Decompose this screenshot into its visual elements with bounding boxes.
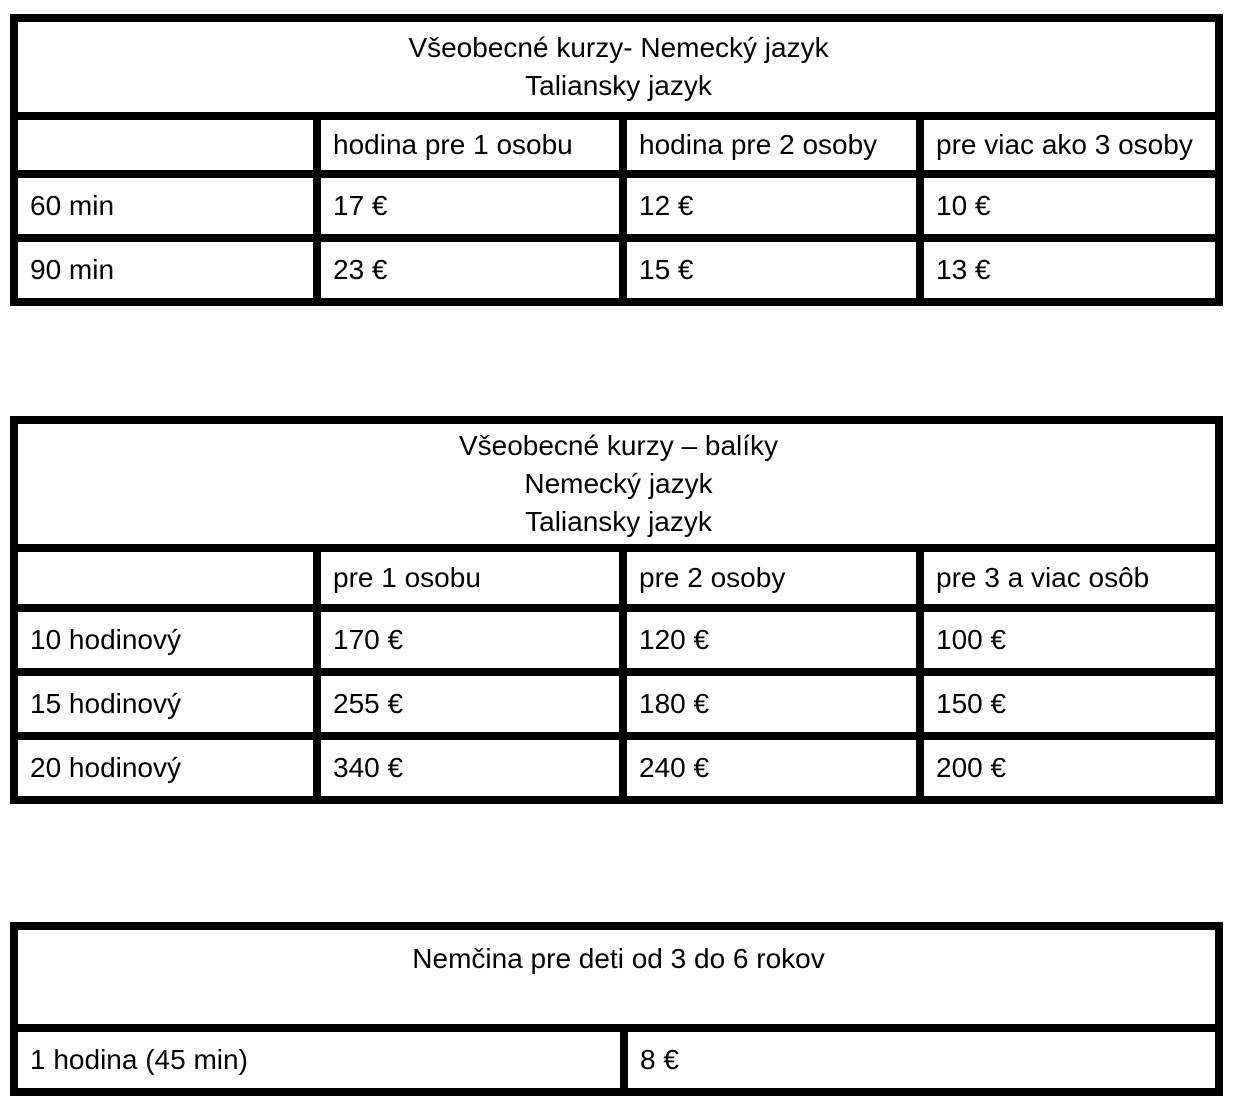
table-row xyxy=(14,736,1219,800)
price-cell: 12 € xyxy=(623,174,920,238)
table-title xyxy=(14,18,1219,116)
price-cell: 200 € xyxy=(920,736,1219,800)
table-row xyxy=(14,608,1219,672)
table-title-line: Nemčina pre deti od 3 do 6 rokov xyxy=(412,943,825,974)
price-cell: 100 € xyxy=(920,608,1219,672)
table-row xyxy=(14,18,1219,116)
table-german-for-kids xyxy=(10,922,1223,1096)
row-label-cell: 60 min xyxy=(14,174,317,238)
price-cell: 120 € xyxy=(623,608,920,672)
table-row xyxy=(14,238,1219,302)
row-label-cell: 90 min xyxy=(14,238,317,302)
table-row xyxy=(14,420,1219,548)
column-header-cell: hodina pre 2 osoby xyxy=(623,116,920,174)
table-title xyxy=(14,926,1219,1028)
table-row xyxy=(14,174,1219,238)
column-header-cell: pre 2 osoby xyxy=(623,548,920,608)
price-cell: 340 € xyxy=(317,736,623,800)
price-cell: 13 € xyxy=(920,238,1219,302)
price-cell: 240 € xyxy=(623,736,920,800)
column-header-cell: hodina pre 1 osobu xyxy=(317,116,623,174)
row-label-cell: 1 hodina (45 min) xyxy=(14,1028,624,1092)
price-cell: 15 € xyxy=(623,238,920,302)
price-cell: 170 € xyxy=(317,608,623,672)
table-title-line: Taliansky jazyk xyxy=(525,506,712,537)
table-general-courses-hourly xyxy=(10,14,1223,306)
price-cell: 150 € xyxy=(920,672,1219,736)
table-row xyxy=(14,926,1219,1028)
row-label-cell: 10 hodinový xyxy=(14,608,317,672)
table-header-row xyxy=(14,116,1219,174)
table-header-row xyxy=(14,548,1219,608)
table-title-line: Všeobecné kurzy – balíky xyxy=(458,430,779,461)
price-cell: 23 € xyxy=(317,238,623,302)
table-title xyxy=(14,420,1219,548)
column-header-cell: pre viac ako 3 osoby xyxy=(920,116,1219,174)
table-row xyxy=(14,672,1219,736)
price-cell: 17 € xyxy=(317,174,623,238)
row-label-cell: 20 hodinový xyxy=(14,736,317,800)
table-title-line: Taliansky jazyk xyxy=(525,70,712,101)
price-cell: 180 € xyxy=(623,672,920,736)
row-label-cell: 15 hodinový xyxy=(14,672,317,736)
table-title-line: Všeobecné kurzy- Nemecký jazyk xyxy=(408,32,829,63)
price-cell: 10 € xyxy=(920,174,1219,238)
column-header-cell xyxy=(14,116,317,174)
table-row xyxy=(14,1028,1219,1092)
price-cell: 8 € xyxy=(624,1028,1219,1092)
price-cell: 255 € xyxy=(317,672,623,736)
column-header-cell: pre 3 a viac osôb xyxy=(920,548,1219,608)
column-header-cell xyxy=(14,548,317,608)
table-general-courses-packages xyxy=(10,416,1223,804)
column-header-cell: pre 1 osobu xyxy=(317,548,623,608)
table-title-line: Nemecký jazyk xyxy=(524,468,713,499)
